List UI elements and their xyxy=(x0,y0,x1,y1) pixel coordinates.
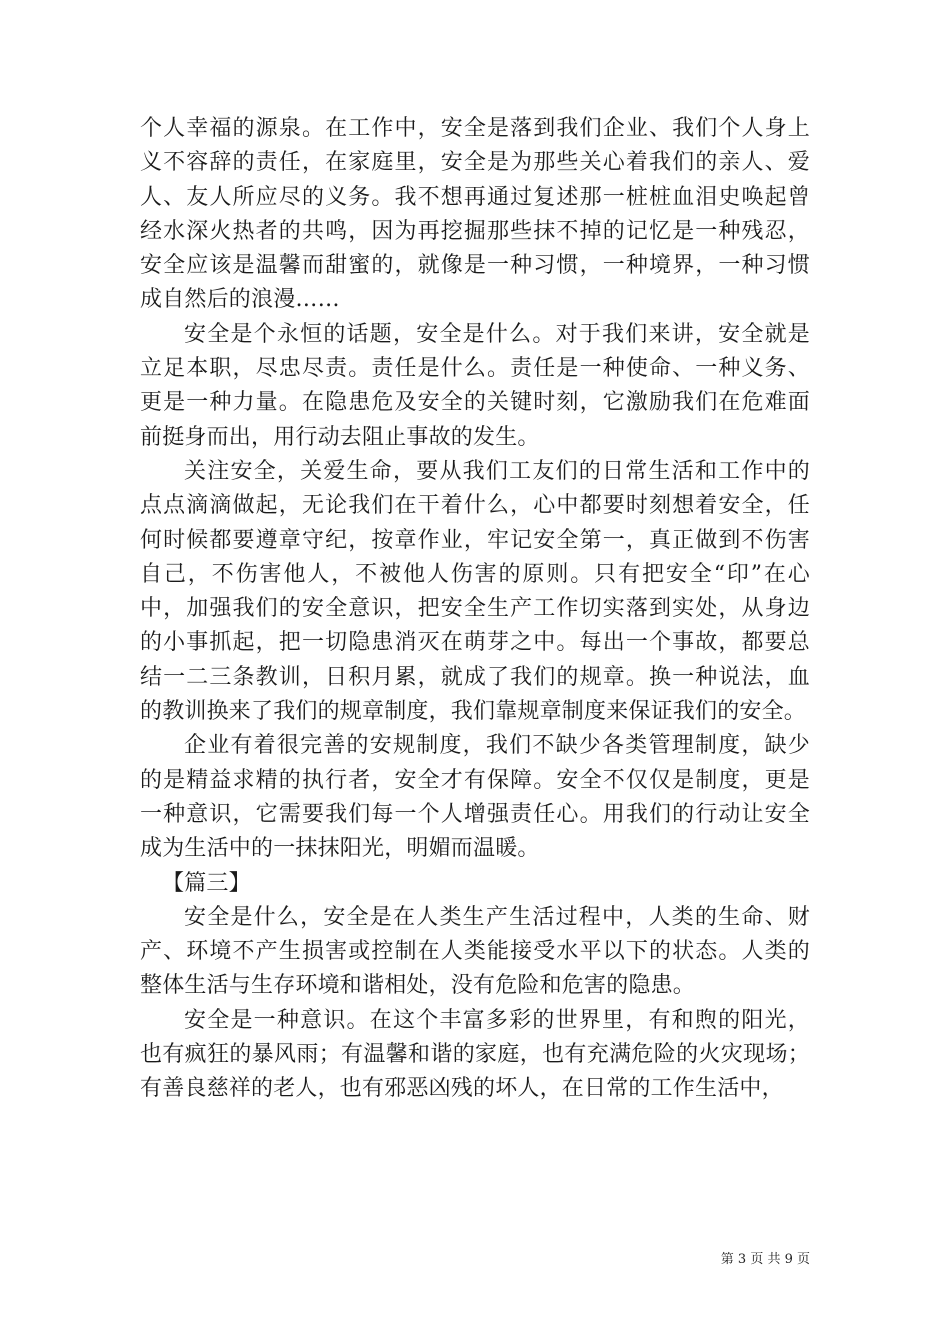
text-line: 何时候都要遵章守纪，按章作业，牢记安全第一，真正做到不伤害 xyxy=(140,527,810,553)
text-line: 整体生活与生存环境和谐相处，没有危险和危害的隐患。 xyxy=(140,973,696,999)
section-heading xyxy=(140,867,810,901)
text-line: 产、环境不产生损害或控制在人类能接受水平以下的状态。人类的 xyxy=(140,939,810,965)
paragraph xyxy=(140,901,810,1004)
text-line: 个人幸福的源泉。在工作中，安全是落到我们企业、我们个人身上 xyxy=(140,116,810,141)
text-line: 经水深火热者的共鸣，因为再挖掘那些抹不掉的记忆是一种残忍， xyxy=(140,218,810,244)
text-line: 安全是一种意识。在这个丰富多彩的世界里，有和煦的阳光， xyxy=(184,1007,810,1033)
paragraph xyxy=(140,455,810,729)
text-line: 义不容辞的责任，在家庭里，安全是为那些关心着我们的亲人、爱 xyxy=(140,150,810,176)
text-line: 的小事抓起，把一切隐患消灭在萌芽之中。每出一个事故，都要总 xyxy=(140,630,810,656)
text-line: 点点滴滴做起，无论我们在干着什么，心中都要时刻想着安全，任 xyxy=(140,493,810,519)
text-line: 立足本职，尽忠尽责。责任是什么。责任是一种使命、一种义务、 xyxy=(140,356,810,382)
text-line: 一种意识，它需要我们每一个人增强责任心。用我们的行动让安全 xyxy=(140,801,810,827)
text-line: 也有疯狂的暴风雨；有温馨和谐的家庭，也有充满危险的火灾现场； xyxy=(140,1042,810,1068)
text-line: 自己，不伤害他人，不被他人伤害的原则。只有把安全“印”在心 xyxy=(140,561,810,587)
text-line: 中，加强我们的安全意识，把安全生产工作切实落到实处，从身边 xyxy=(140,596,810,622)
text-line: 【篇三】 xyxy=(162,870,251,896)
text-line: 前挺身而出，用行动去阻止事故的发生。 xyxy=(140,424,540,450)
paragraph xyxy=(140,729,810,866)
document-body xyxy=(140,112,810,1107)
text-line: 人、友人所应尽的义务。我不想再通过复述那一桩桩血泪史唤起曾 xyxy=(140,184,810,210)
text-line: 安全是什么，安全是在人类生产生活过程中，人类的生命、财 xyxy=(184,904,810,930)
page-number: 第 3 页 共 9 页 xyxy=(720,1252,810,1267)
text-line: 安全应该是温馨而甜蜜的，就像是一种习惯，一种境界，一种习惯 xyxy=(140,253,810,279)
text-line: 结一二三条教训，日积月累，就成了我们的规章。换一种说法，血 xyxy=(140,664,810,690)
text-line: 的教训换来了我们的规章制度，我们靠规章制度来保证我们的安全。 xyxy=(140,699,807,725)
text-line: 有善良慈祥的老人，也有邪恶凶残的坏人，在日常的工作生活中， xyxy=(140,1076,784,1102)
text-line: 的是精益求精的执行者，安全才有保障。安全不仅仅是制度，更是 xyxy=(140,767,810,793)
paragraph xyxy=(140,318,810,455)
text-line: 成自然后的浪漫…… xyxy=(140,287,340,313)
text-line: 关注安全，关爱生命，要从我们工友们的日常生活和工作中的 xyxy=(184,458,810,484)
text-line: 成为生活中的一抹抹阳光，明媚而温暖。 xyxy=(140,836,540,862)
paragraph xyxy=(140,112,810,318)
paragraph xyxy=(140,1004,810,1107)
text-line: 企业有着很完善的安规制度，我们不缺少各类管理制度，缺少 xyxy=(184,733,810,759)
text-line: 安全是个永恒的话题，安全是什么。对于我们来讲，安全就是 xyxy=(184,321,810,347)
text-line: 更是一种力量。在隐患危及安全的关键时刻，它激励我们在危难面 xyxy=(140,390,810,416)
